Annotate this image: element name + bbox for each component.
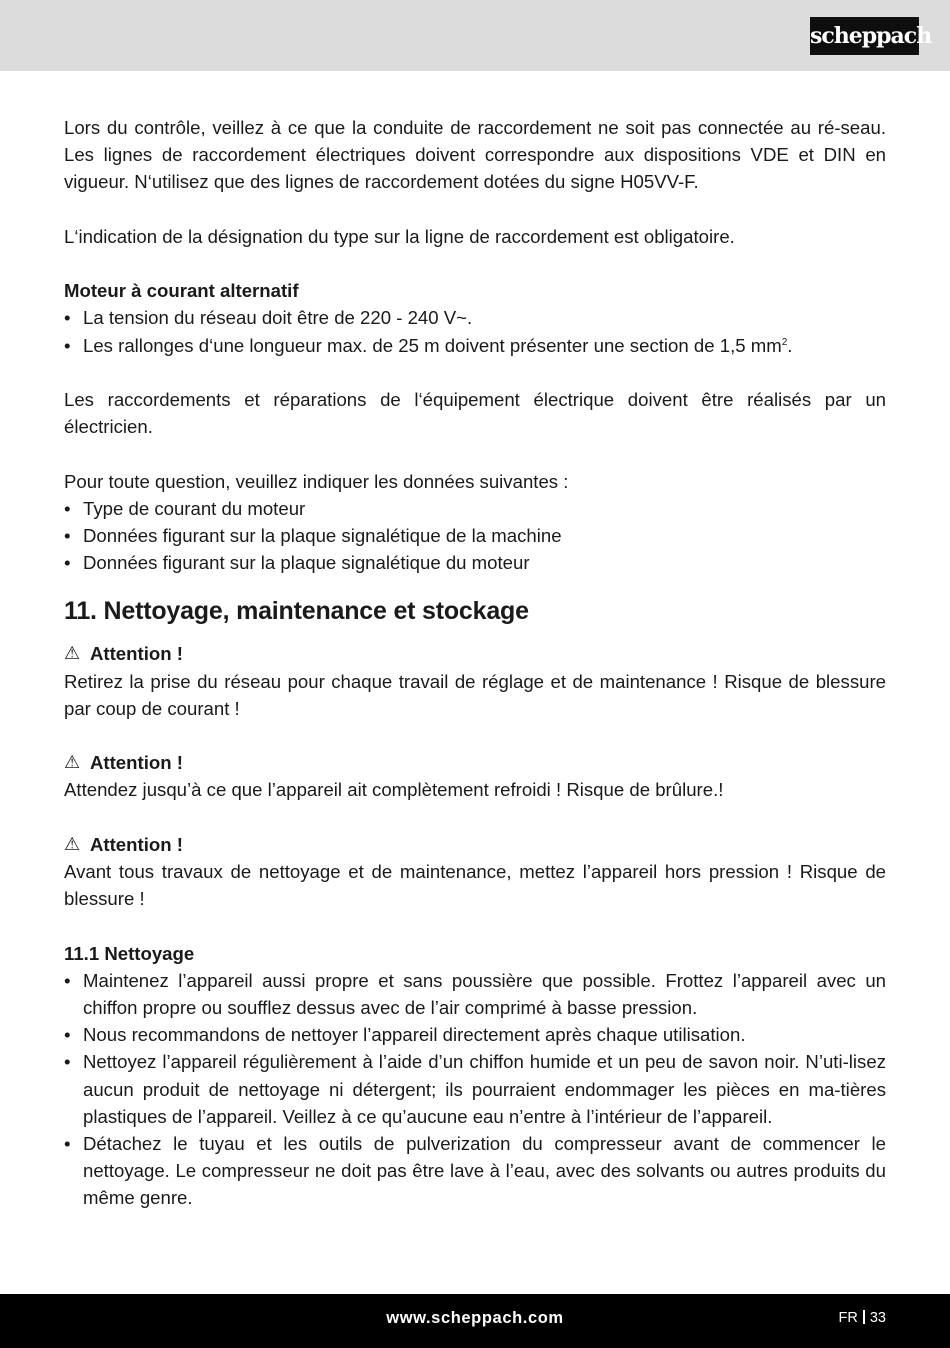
bullet-icon: • [64,1051,71,1073]
bullet-icon: • [64,1133,71,1154]
list-item: • Nettoyez l’appareil régulièrement à l’aide d’un chiffon humide et un peu de savon noir. N’uti-lisez aucun produit de nettoyage ni détergent; ils pourraient endommager les pièces en ma-tières plastiques de l’appareil. Veillez à ce qu’aucune eau n’entre à l’intérieur de l’appareil. [64,1048,886,1130]
separator [863,1310,865,1324]
bullet-icon: • [64,334,71,356]
list-item: • Données figurant sur la plaque signalétique de la machine [64,522,886,549]
paragraph-type-designation: L‘indication de la désignation du type sur la ligne de raccordement est obligatoire. [64,225,735,247]
list-item: • Maintenez l’appareil aussi propre et sans poussière que possible. Frottez l’appareil avec un chiffon propre ou soufflez dessus avec de l’air comprimé à basse pression. [64,967,886,1021]
bullet-icon: • [64,552,71,574]
website-link[interactable]: www.scheppach.com [386,1309,564,1327]
brand-logo: scheppach [810,17,919,55]
paragraph-connection-check: Lors du contrôle, veillez à ce que la conduite de raccordement ne soit pas connectée au ré-seau. Les lignes de raccordement électriques doivent correspondre aux dispositions VDE et DIN en vigueur. N‘utilisez que des lignes de raccordement dotées du signe H05VV-F. [64,117,886,193]
bullet-icon: • [64,307,71,329]
list-item: • Les rallonges d‘une longueur max. de 25 m doivent présenter une section de 1,5 $mm^2$. [64,332,886,359]
warning-triangle-icon: ⚠ [64,643,81,664]
bullet-icon: • [64,524,71,546]
bullet-icon: • [64,1024,71,1046]
page-indicator: FR 33 [838,1310,886,1326]
paragraph-electrician: Les raccordements et réparations de l‘équipement électrique doivent être réalisés par un électricien. [64,388,886,438]
list-item: • La tension du réseau doit être de 220 - 240 V~. [64,304,886,331]
page-content [64,114,886,1212]
warning-text: Attendez jusqu’à ce que l’appareil ait complètement refroidi ! Risque de brûlure.! [64,779,724,801]
list-item: • Nous recommandons de nettoyer l’appareil directement après chaque utilisation. [64,1021,886,1048]
section-title: 11. Nettoyage, maintenance et stockage [64,597,529,626]
footer-bar [0,1294,950,1348]
motor-heading: Moteur à courant alternatif [64,280,299,302]
warning-triangle-icon: ⚠ [64,833,81,854]
list-item: • Type de courant du moteur [64,495,886,522]
list-item: • Données figurant sur la plaque signalétique du moteur [64,549,886,576]
cleaning-bullet-list [64,967,886,1212]
list-item: • Détachez le tuyau et les outils de pulverization du compresseur avant de commencer le nettoyage. Le compresseur ne doit pas être lave à l’eau, avec des solvants ou autres produits du même genre. [64,1130,886,1212]
warning-triangle-icon: ⚠ [64,752,81,773]
motor-bullet-list [64,304,886,358]
info-bullet-list [64,495,886,577]
attention-heading: ⚠ Attention ! [64,640,886,667]
attention-heading: ⚠ Attention ! [64,831,886,858]
attention-heading: ⚠ Attention ! [64,749,886,776]
bullet-icon: • [64,969,71,991]
paragraph-questions: Pour toute question, veuillez indiquer les données suivantes : [64,470,569,492]
warning-text: Avant tous travaux de nettoyage et de maintenance, mettez l’appareil hors pression ! Risque de blessure ! [64,860,886,910]
bullet-icon: • [64,497,71,519]
warning-text: Retirez la prise du réseau pour chaque travail de réglage et de maintenance ! Risque de blessure par coup de courant ! [64,670,886,719]
header-band [0,0,950,71]
subsection-title: 11.1 Nettoyage [64,942,195,964]
